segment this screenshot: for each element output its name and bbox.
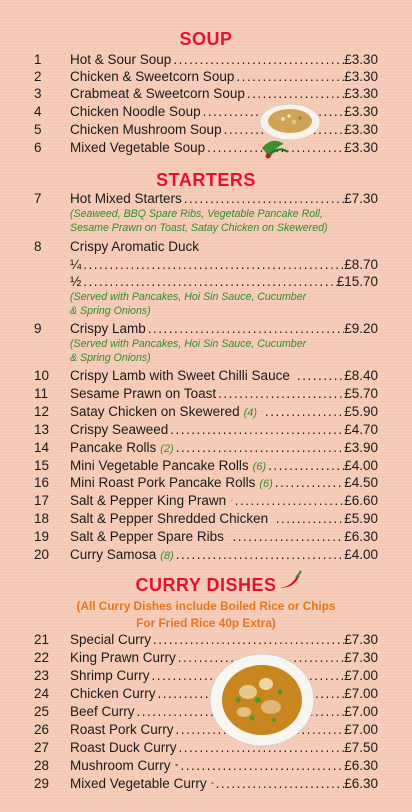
item-name: Salt & Pepper Shredded Chicken bbox=[70, 511, 269, 526]
item-price: £15.70 bbox=[336, 274, 378, 289]
item-price: £4.50 bbox=[344, 475, 378, 490]
item-number: 6 bbox=[34, 140, 42, 155]
menu-item bbox=[0, 121, 412, 138]
menu-item bbox=[0, 474, 412, 491]
item-price: £4.00 bbox=[344, 547, 378, 562]
item-number: 13 bbox=[34, 422, 50, 437]
item-number: 20 bbox=[34, 547, 50, 562]
menu-item bbox=[0, 238, 412, 255]
menu-item bbox=[0, 739, 412, 756]
chili-icon bbox=[294, 370, 295, 380]
item-name: Shrimp Curry bbox=[70, 668, 150, 683]
item-description: (Served with Pancakes, Hoi Sin Sauce, Cucumber bbox=[70, 291, 307, 303]
menu-item bbox=[0, 775, 412, 792]
item-number: 27 bbox=[34, 740, 50, 755]
menu-item bbox=[0, 439, 412, 456]
item-name: Mini Vegetable Pancake Rolls bbox=[70, 458, 249, 473]
item-name: Chicken Noodle Soup bbox=[70, 104, 201, 119]
item-name: Mixed Vegetable Soup bbox=[70, 140, 206, 155]
chili-icon bbox=[272, 513, 274, 523]
item-name: Sesame Prawn on Toast bbox=[70, 386, 217, 401]
item-number: 28 bbox=[34, 758, 50, 773]
menu-item bbox=[0, 631, 412, 648]
item-name: Pancake Rolls bbox=[70, 440, 157, 455]
soup-bowl-image bbox=[256, 98, 324, 164]
item-number: 17 bbox=[34, 493, 50, 508]
item-description: (Served with Pancakes, Hoi Sin Sauce, Cucumber bbox=[70, 338, 307, 350]
leaf-icon bbox=[175, 760, 179, 770]
item-name: Satay Chicken on Skewered bbox=[70, 404, 240, 419]
menu-item bbox=[0, 139, 412, 156]
item-number: 15 bbox=[34, 458, 50, 473]
item-price: £5.70 bbox=[344, 386, 378, 401]
item-name: Curry Samosa bbox=[70, 547, 157, 562]
item-price: £7.30 bbox=[344, 650, 378, 665]
item-name: Crispy Seaweed bbox=[70, 422, 169, 437]
chili-icon bbox=[276, 570, 302, 590]
menu-item bbox=[0, 256, 412, 273]
item-price: £6.30 bbox=[344, 776, 378, 791]
item-name: Roast Pork Curry bbox=[70, 722, 174, 737]
item-description: & Spring Onions) bbox=[70, 305, 151, 317]
item-number: 11 bbox=[34, 386, 49, 401]
item-number: 2 bbox=[34, 69, 42, 84]
menu-item bbox=[0, 68, 412, 85]
item-name: Crispy Lamb with Sweet Chilli Sauce bbox=[70, 368, 290, 383]
menu-item bbox=[0, 721, 412, 738]
item-price: £6.30 bbox=[344, 758, 378, 773]
item-price: £7.00 bbox=[344, 686, 378, 701]
item-name: Chicken & Sweetcorn Soup bbox=[70, 69, 235, 84]
item-number: 10 bbox=[34, 368, 50, 383]
item-price: £7.00 bbox=[344, 704, 378, 719]
item-price: £7.30 bbox=[344, 632, 378, 647]
item-price: £7.00 bbox=[344, 668, 378, 683]
item-quantity: (6) bbox=[259, 478, 273, 490]
item-description: Sesame Prawn on Toast, Satay Chicken on Skewered) bbox=[70, 222, 328, 234]
item-number: 4 bbox=[34, 104, 42, 119]
item-name: Hot Mixed Starters bbox=[70, 191, 182, 206]
item-name: Mushroom Curry bbox=[70, 758, 171, 773]
menu-item bbox=[0, 367, 412, 384]
item-price: £7.50 bbox=[344, 740, 378, 755]
menu-item bbox=[0, 528, 412, 545]
menu-item bbox=[0, 457, 412, 474]
item-number: 24 bbox=[34, 686, 50, 701]
item-price: £3.90 bbox=[344, 440, 378, 455]
item-name: Mixed Vegetable Curry bbox=[70, 776, 207, 791]
menu-item bbox=[0, 757, 412, 774]
item-quantity: (4) bbox=[243, 407, 258, 419]
item-price: £3.30 bbox=[344, 69, 378, 84]
item-price: £3.30 bbox=[344, 140, 378, 155]
item-name: Chicken Curry bbox=[70, 686, 156, 701]
item-price: £3.30 bbox=[344, 122, 378, 137]
curry-bowl-image bbox=[208, 652, 316, 748]
menu-item bbox=[0, 421, 412, 438]
item-quantity: (6) bbox=[252, 461, 267, 473]
item-number: 7 bbox=[34, 191, 42, 206]
item-price: £7.30 bbox=[344, 191, 378, 206]
item-name: ¼ bbox=[70, 257, 82, 272]
curry-note: For Fried Rice 40p Extra) bbox=[136, 616, 276, 630]
item-name: Special Curry bbox=[70, 632, 152, 647]
menu-item bbox=[0, 403, 412, 420]
menu-item bbox=[0, 273, 412, 290]
item-price: £6.60 bbox=[344, 493, 378, 508]
item-name: ½ bbox=[70, 274, 82, 289]
section-title-starters: STARTERS bbox=[156, 170, 256, 190]
item-quantity: (2) bbox=[160, 443, 174, 455]
item-number: 14 bbox=[34, 440, 50, 455]
item-price: £7.00 bbox=[344, 722, 378, 737]
item-name: Hot & Sour Soup bbox=[70, 52, 172, 67]
menu-item bbox=[0, 190, 412, 207]
menu-item bbox=[0, 546, 412, 563]
item-price: £4.70 bbox=[344, 422, 378, 437]
item-number: 25 bbox=[34, 704, 50, 719]
menu-item bbox=[0, 667, 412, 684]
chili-icon bbox=[261, 406, 263, 416]
item-name: King Prawn Curry bbox=[70, 650, 176, 665]
section-title-curry-dishes: CURRY DISHES bbox=[135, 575, 277, 595]
item-number: 22 bbox=[34, 650, 50, 665]
item-number: 29 bbox=[34, 776, 50, 791]
item-description: (Seaweed, BBQ Spare Ribs, Vegetable Pancake Roll, bbox=[70, 208, 323, 220]
menu-item bbox=[0, 649, 412, 666]
item-name: Crispy Lamb bbox=[70, 321, 146, 336]
item-number: 5 bbox=[34, 122, 42, 137]
item-number: 1 bbox=[34, 52, 42, 67]
menu-item bbox=[0, 85, 412, 102]
item-number: 16 bbox=[34, 475, 50, 490]
item-name: Roast Duck Curry bbox=[70, 740, 177, 755]
item-number: 9 bbox=[34, 321, 42, 336]
item-price: £6.30 bbox=[344, 529, 378, 544]
menu-item bbox=[0, 703, 412, 720]
item-price: £8.40 bbox=[344, 368, 378, 383]
menu-item bbox=[0, 385, 412, 402]
item-name: Crabmeat & Sweetcorn Soup bbox=[70, 86, 245, 101]
item-price: £8.70 bbox=[344, 257, 378, 272]
item-number: 3 bbox=[34, 86, 42, 101]
item-name: Crispy Aromatic Duck bbox=[70, 239, 200, 254]
item-price: £9.20 bbox=[344, 321, 378, 336]
item-number: 21 bbox=[34, 632, 50, 647]
menu-item bbox=[0, 492, 412, 509]
menu-item bbox=[0, 51, 412, 68]
item-name: Beef Curry bbox=[70, 704, 135, 719]
item-number: 18 bbox=[34, 511, 50, 526]
curry-note: (All Curry Dishes include Boiled Rice or Chips bbox=[76, 599, 336, 613]
item-description: & Spring Onions) bbox=[70, 352, 151, 364]
item-price: £5.90 bbox=[344, 404, 378, 419]
item-number: 12 bbox=[34, 404, 50, 419]
item-name: Chicken Mushroom Soup bbox=[70, 122, 222, 137]
item-name: Salt & Pepper Spare Ribs bbox=[70, 529, 224, 544]
item-name: Mini Roast Pork Pancake Rolls bbox=[70, 475, 256, 490]
chili-icon bbox=[230, 495, 233, 505]
menu-item bbox=[0, 320, 412, 337]
menu-item bbox=[0, 510, 412, 527]
menu-item bbox=[0, 103, 412, 120]
item-price: £3.30 bbox=[344, 52, 378, 67]
item-number: 8 bbox=[34, 239, 42, 254]
item-price: £3.30 bbox=[344, 104, 378, 119]
item-number: 19 bbox=[34, 529, 50, 544]
chili-icon bbox=[228, 531, 231, 541]
item-price: £3.30 bbox=[344, 86, 378, 101]
item-number: 23 bbox=[34, 668, 50, 683]
item-name: Salt & Pepper King Prawn bbox=[70, 493, 227, 508]
item-quantity: (8) bbox=[160, 550, 174, 562]
item-price: £4.00 bbox=[344, 458, 378, 473]
section-title-soup: SOUP bbox=[179, 29, 233, 49]
item-number: 26 bbox=[34, 722, 50, 737]
menu-item bbox=[0, 685, 412, 702]
leaf-icon bbox=[211, 778, 214, 788]
item-price: £5.90 bbox=[344, 511, 378, 526]
